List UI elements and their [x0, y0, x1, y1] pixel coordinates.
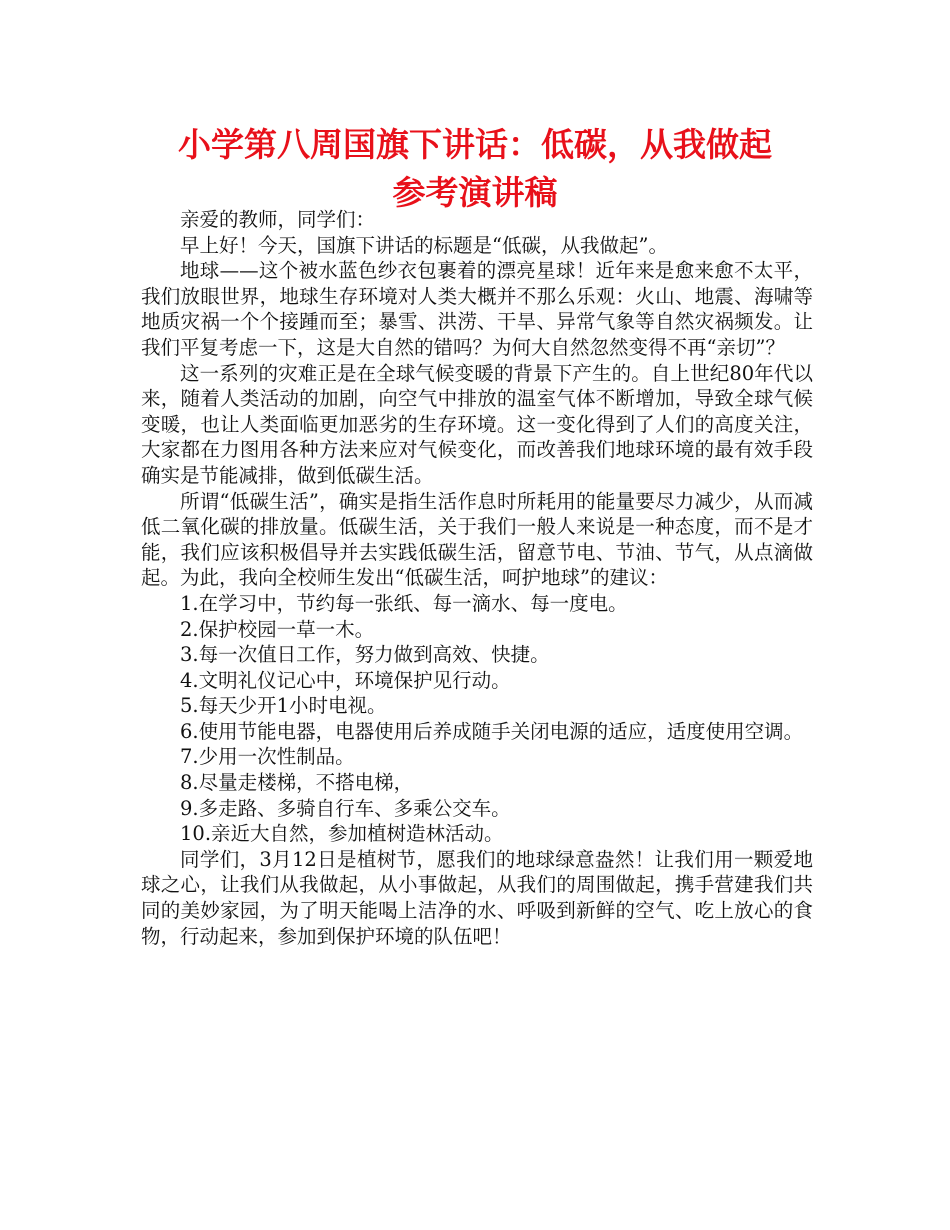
greeting-paragraph: 亲爱的教师，同学们：: [180, 208, 376, 231]
suggestion-item: 4.文明礼仪记心中，环境保护见行动。: [180, 668, 511, 692]
suggestion-item: 10.亲近大自然，参加植树造林活动。: [180, 822, 504, 846]
speech-body: [141, 207, 813, 949]
page-title-line-2: 参考演讲稿: [392, 173, 558, 212]
opening-paragraph: 早上好！今天，国旗下讲话的标题是“低碳，从我做起”。: [180, 233, 668, 257]
suggestion-item: 5.每天少开1小时电视。: [180, 694, 387, 718]
suggestion-item: 2.保护校园一草一木。: [180, 617, 375, 641]
low-carbon-paragraph: 所谓“低碳生活”，确实是指生活作息时所耗用的能量要尽力减少，从而减低二氧化碳的排放量。低碳生活，关于我们一般人来说是一种态度，而不是才能，我们应该积极倡导并去实践低碳生活，留意节电、节油、节气，从点滴做起。为此，我向全校师生发出“低碳生活，呵护地球”的建议：: [141, 489, 813, 590]
suggestion-item: 3.每一次值日工作，努力做到高效、快捷。: [180, 643, 550, 667]
suggestion-item: 1.在学习中，节约每一张纸、每一滴水、每一度电。: [180, 591, 628, 615]
page-title-line-1: 小学第八周国旗下讲话：低碳，从我做起: [178, 125, 772, 164]
earth-paragraph: 地球——这个被水蓝色纱衣包裹着的漂亮星球！近年来是愈来愈不太平，我们放眼世界，地球生存环境对人类大概并不那么乐观：火山、地震、海啸等地质灾祸一个个接踵而至；暴雪、洪涝、干旱、异常气象等自然灾祸频发。让我们平复考虑一下，这是大自然的错吗？为何大自然忽然变得不再“亲切”？: [141, 259, 813, 359]
suggestion-item: 9.多走路、多骑自行车、多乘公交车。: [180, 796, 511, 820]
suggestion-item: 7.少用一次性制品。: [180, 745, 355, 769]
closing-paragraph: 同学们，3月12日是植树节，愿我们的地球绿意盎然！让我们用一颗爱地球之心，让我们从我做起，从小事做起，从我们的周围做起，携手营建我们共同的美妙家园，为了明天能喝上洁净的水、呼吸到新鲜的空气、吃上放心的食物，行动起来，参加到保护环境的队伍吧！: [141, 847, 813, 948]
climate-paragraph: 这一系列的灾难正是在全球气候变暖的背景下产生的。自上世纪80年代以来，随着人类活动的加剧，向空气中排放的温室气体不断增加，导致全球气候变暖，也让人类面临更加恶劣的生存环境。这一变化得到了人们的高度关注，大家都在力图用各种方法来应对气候变化，而改善我们地球环境的最有效手段确实是节能减排，做到低碳生活。: [141, 361, 813, 487]
suggestion-item: 6.使用节能电器，电器使用后养成随手关闭电源的适应，适度使用空调。: [180, 719, 804, 743]
suggestion-item: 8.尽量走楼梯，不搭电梯，: [180, 771, 414, 795]
